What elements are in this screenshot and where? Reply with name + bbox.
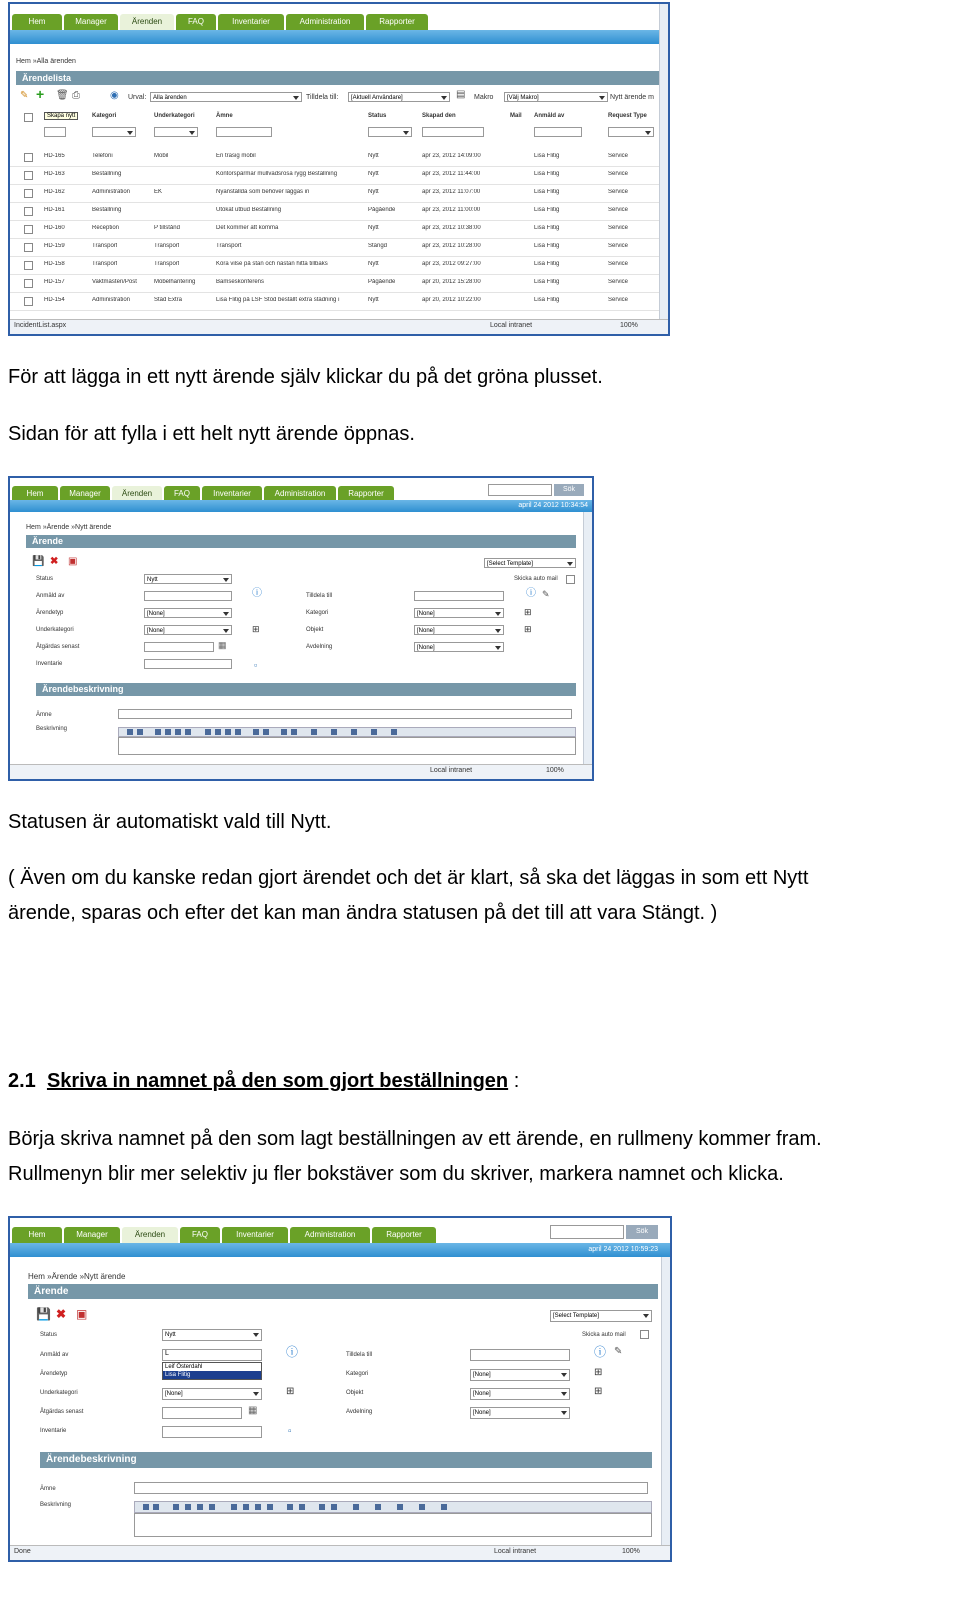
add-underkategori-icon[interactable]: ⊞ <box>252 624 260 634</box>
inventarie-input[interactable] <box>162 1426 262 1438</box>
new-incident-screenshot <box>8 476 594 781</box>
cell-skapad: apr 20, 2012 10:22:00 <box>422 297 481 303</box>
printer-icon[interactable]: ⎙ <box>72 90 80 101</box>
label-anmald-av: Anmäld av <box>36 593 65 599</box>
column-headers <box>10 109 660 139</box>
cell-skapad: apr 23, 2012 11:44:00 <box>422 171 481 177</box>
row-checkbox[interactable] <box>24 261 33 270</box>
cell-skapad: apr 23, 2012 11:07:00 <box>422 189 481 195</box>
status-select[interactable]: Nytt <box>144 574 232 584</box>
urval-label: Urval: <box>128 94 147 101</box>
filter-skapad[interactable] <box>422 127 484 137</box>
tab-inventarier[interactable]: Inventarier <box>202 486 262 500</box>
filter-icon[interactable]: ◉ <box>110 90 119 101</box>
save-icon[interactable]: 💾 <box>32 556 45 567</box>
label-status: Status <box>36 576 54 582</box>
cell-request-type: Service <box>608 171 629 177</box>
user-lookup-icon[interactable]: ⓘ <box>286 1345 299 1359</box>
col-mail[interactable]: Mail <box>510 113 522 119</box>
cell-skapad: apr 23, 2012 14:09:00 <box>422 153 481 159</box>
table-row[interactable] <box>10 220 660 239</box>
zone-label: Local intranet <box>490 322 533 329</box>
add-objekt-icon[interactable]: ⊞ <box>594 1386 603 1397</box>
label-beskrivning: Beskrivning <box>36 726 68 732</box>
zone-label: Local intranet <box>494 1548 537 1555</box>
label-arendetyp: Ärendetyp <box>36 610 64 616</box>
arendetyp-select[interactable]: [None] <box>144 608 232 618</box>
cell-id[interactable]: HD-160 <box>44 225 65 231</box>
tab-arenden[interactable]: Ärenden <box>112 486 162 500</box>
instruction-line-1: Börja skriva namnet på den som lagt beställningen av ett ärende, en rullmeny kommer fram. <box>8 1128 822 1150</box>
col-status[interactable]: Status <box>368 113 387 119</box>
cell-anmald: Lisa Flitig <box>534 153 560 159</box>
tab-faq[interactable]: FAQ <box>164 486 200 500</box>
cell-underkategori: Möbelhantering <box>154 279 196 285</box>
label-tilldela: Tilldela till <box>346 1352 373 1358</box>
tilldela-input[interactable] <box>414 591 504 601</box>
cell-anmald: Lisa Flitig <box>534 207 560 213</box>
add-underkategori-icon[interactable]: ⊞ <box>286 1386 295 1397</box>
add-kategori-icon[interactable]: ⊞ <box>594 1367 603 1378</box>
col-anmald[interactable]: Anmäld av <box>534 113 565 119</box>
description-title: Ärendebeskrivning <box>36 683 576 696</box>
label-avdelning: Avdelning <box>306 644 333 650</box>
calendar-icon[interactable]: ▦ <box>248 1405 258 1416</box>
cell-amne: Utökat utbud Beställning <box>216 207 282 213</box>
beskrivning-editor[interactable] <box>134 1513 652 1537</box>
tab-hem[interactable]: Hem <box>12 14 62 30</box>
select-all-checkbox[interactable] <box>24 113 33 122</box>
underkategori-select[interactable]: [None] <box>144 625 232 635</box>
cell-kategori: Transport <box>92 243 118 249</box>
cell-request-type: Service <box>608 297 629 303</box>
status-note: Statusen är automatiskt vald till Nytt. <box>8 811 332 833</box>
cell-anmald: Lisa Flitig <box>534 225 560 231</box>
label-amne: Ämne <box>40 1486 56 1492</box>
avdelning-select[interactable]: [None] <box>414 642 504 652</box>
autocomplete-screenshot <box>8 1216 672 1562</box>
urval-select[interactable]: Alla ärenden <box>150 92 302 102</box>
search-input[interactable] <box>550 1225 624 1239</box>
amne-input[interactable] <box>134 1482 648 1494</box>
cell-skapad: apr 20, 2012 15:28:00 <box>422 279 481 285</box>
tab-arenden[interactable]: Ärenden <box>122 1227 178 1243</box>
status-url: IncidentList.aspx <box>14 322 67 329</box>
suggestion-item-selected[interactable]: Lisa Flitig <box>163 1371 261 1379</box>
row-checkbox[interactable] <box>24 207 33 216</box>
cell-skapad: apr 23, 2012 10:28:00 <box>422 243 481 249</box>
atgardas-input[interactable] <box>144 642 214 652</box>
table-row[interactable] <box>10 238 660 257</box>
cell-kategori: Reception <box>92 225 120 231</box>
search-input[interactable] <box>488 484 552 496</box>
cell-underkategori: EK <box>154 189 163 195</box>
instruction-text-1: För att lägga in ett nytt ärende själv klickar du på det gröna plusset. <box>8 366 603 388</box>
header-band <box>10 1243 670 1257</box>
save-close-icon[interactable]: ▣ <box>76 1307 88 1321</box>
cell-id[interactable]: HD-165 <box>44 153 65 159</box>
table-row[interactable] <box>10 256 660 275</box>
table-row[interactable] <box>10 166 660 185</box>
cell-request-type: Service <box>608 261 629 267</box>
cell-underkategori: Transport <box>154 243 180 249</box>
description-title: Ärendebeskrivning <box>40 1452 652 1468</box>
row-checkbox[interactable] <box>24 153 33 162</box>
section-heading <box>8 1070 519 1093</box>
cell-id[interactable]: HD-163 <box>44 171 65 177</box>
cell-status: Nytt <box>368 225 379 231</box>
cell-anmald: Lisa Flitig <box>534 243 560 249</box>
vertical-scrollbar[interactable] <box>583 512 592 765</box>
instruction-text-2: Sidan för att fylla i ett helt nytt ärende öppnas. <box>8 423 415 445</box>
cell-amne: Det kommer att komma <box>216 225 279 231</box>
cell-anmald: Lisa Flitig <box>534 171 560 177</box>
section-title: Ärendelista <box>16 71 664 85</box>
cell-status: Nytt <box>368 297 379 303</box>
tab-hem[interactable]: Hem <box>12 486 58 500</box>
cell-anmald: Lisa Flitig <box>534 297 560 303</box>
row-checkbox[interactable] <box>24 297 33 306</box>
tab-faq[interactable]: FAQ <box>176 14 216 30</box>
add-objekt-icon[interactable]: ⊞ <box>524 624 532 634</box>
cell-kategori: Transport <box>92 261 118 267</box>
tab-rapporter[interactable]: Rapporter <box>366 14 428 30</box>
objekt-select[interactable]: [None] <box>414 625 504 635</box>
cell-kategori: Administration <box>92 297 131 303</box>
cell-status: Stängd <box>368 243 388 249</box>
macro-icon[interactable]: ▤ <box>456 89 466 100</box>
cell-amne: Lisa Flitig på LSF Stöd beställt extra städning i <box>216 297 340 303</box>
row-checkbox[interactable] <box>24 171 33 180</box>
label-inventarie: Inventarie <box>36 661 63 667</box>
row-checkbox[interactable] <box>24 243 33 252</box>
filter-kategori[interactable] <box>92 127 136 137</box>
cell-id[interactable]: HD-161 <box>44 207 65 213</box>
label-atgardas: Åtgärdas senast <box>36 644 80 650</box>
section-colon: : <box>513 1070 520 1092</box>
add-kategori-icon[interactable]: ⊞ <box>524 607 532 617</box>
auto-mail-checkbox[interactable] <box>566 575 575 584</box>
makro-label: Makro <box>474 94 494 101</box>
filter-id[interactable] <box>44 127 66 137</box>
calendar-icon[interactable]: ▦ <box>218 640 227 650</box>
section-title: Skriva in namnet på den som gjort beställningen <box>46 1070 509 1092</box>
label-avdelning: Avdelning <box>346 1409 373 1415</box>
cell-amne: Transport <box>216 243 242 249</box>
cell-kategori: Telefoni <box>92 153 113 159</box>
note-line-1: ( Även om du kanske redan gjort ärendet och det är klart, så ska det läggas in som ett Nytt <box>8 867 809 889</box>
status-select[interactable]: Nytt <box>162 1329 262 1341</box>
vertical-scrollbar[interactable] <box>661 1257 670 1546</box>
tab-manager[interactable]: Manager <box>64 14 118 30</box>
label-atgardas: Åtgärdas senast <box>40 1409 84 1415</box>
save-icon[interactable]: 💾 <box>36 1307 51 1321</box>
table-row[interactable] <box>10 202 660 221</box>
cell-status: Nytt <box>368 189 379 195</box>
status-bar <box>10 764 592 779</box>
cell-underkategori: Transport <box>154 261 180 267</box>
tilldela-select[interactable]: [Aktuell Användare] <box>348 92 450 102</box>
cell-request-type: Service <box>608 225 629 231</box>
breadcrumb: Hem »Alla ärenden <box>16 58 76 65</box>
label-amne: Ämne <box>36 712 52 718</box>
cell-request-type: Service <box>608 189 629 195</box>
tilldela-lookup-icon[interactable]: ⓘ <box>594 1345 607 1359</box>
editor-toolbar[interactable] <box>118 727 576 737</box>
search-button[interactable]: Sök <box>554 484 584 496</box>
label-status: Status <box>40 1332 58 1338</box>
pencil-icon[interactable]: ✎ <box>20 90 29 101</box>
label-objekt: Objekt <box>346 1390 364 1396</box>
cell-request-type: Service <box>608 243 629 249</box>
cell-id[interactable]: HD-162 <box>44 189 65 195</box>
auto-mail-label: Skicka auto mail <box>514 576 558 582</box>
tilldela-edit-icon[interactable]: ✎ <box>542 589 550 599</box>
auto-mail-label: Skicka auto mail <box>582 1332 626 1338</box>
tab-inventarier[interactable]: Inventarier <box>222 1227 288 1243</box>
label-arendetyp: Ärendetyp <box>40 1371 68 1377</box>
tab-administration[interactable]: Administration <box>264 486 336 500</box>
zoom-level[interactable]: 100% <box>622 1548 640 1555</box>
cell-id[interactable]: HD-159 <box>44 243 65 249</box>
amne-input[interactable] <box>118 709 572 719</box>
atgardas-input[interactable] <box>162 1407 242 1419</box>
cell-kategori: Beställning <box>92 171 122 177</box>
cell-status: Pågående <box>368 279 396 285</box>
label-kategori: Kategori <box>306 610 329 616</box>
cell-underkategori: P tillstånd <box>154 225 180 231</box>
cell-anmald: Lisa Flitig <box>534 261 560 267</box>
save-close-icon[interactable]: ▣ <box>68 556 78 567</box>
tab-inventarier[interactable]: Inventarier <box>218 14 284 30</box>
tab-rapporter[interactable]: Rapporter <box>338 486 394 500</box>
auto-mail-checkbox[interactable] <box>640 1330 649 1339</box>
tilldela-lookup-icon[interactable]: ⓘ <box>526 588 536 599</box>
table-row[interactable] <box>10 148 660 167</box>
cell-request-type: Service <box>608 279 629 285</box>
template-select[interactable]: [Select Template] <box>550 1310 652 1322</box>
tooltip-skapa-nytt: Skapa nytt <box>44 112 78 120</box>
cell-skapad: apr 23, 2012 09:27:00 <box>422 261 481 267</box>
filter-status[interactable] <box>368 127 412 137</box>
status-bar <box>10 1545 670 1560</box>
label-anmald-av: Anmäld av <box>40 1352 69 1358</box>
avdelning-select[interactable]: [None] <box>470 1407 570 1419</box>
cell-status: Nytt <box>368 153 379 159</box>
objekt-select[interactable]: [None] <box>470 1388 570 1400</box>
tab-administration[interactable]: Administration <box>290 1227 370 1243</box>
row-checkbox[interactable] <box>24 189 33 198</box>
user-lookup-icon[interactable]: ⓘ <box>252 588 262 599</box>
cell-status: Nytt <box>368 171 379 177</box>
table-row[interactable] <box>10 274 660 293</box>
cell-kategori: Beställning <box>92 207 122 213</box>
cell-skapad: apr 23, 2012 10:38:00 <box>422 225 481 231</box>
zone-label: Local intranet <box>430 767 473 774</box>
label-beskrivning: Beskrivning <box>40 1502 72 1508</box>
cell-request-type: Service <box>608 153 629 159</box>
suggestion-item[interactable]: Leif Österdahl <box>165 1364 203 1370</box>
zoom-level[interactable]: 100% <box>546 767 564 774</box>
inventarie-input[interactable] <box>144 659 232 669</box>
col-kategori[interactable]: Kategori <box>92 113 117 119</box>
note-line-2: ärende, sparas och efter det kan man ändra statusen på det till att vara Stängt. ) <box>8 902 718 924</box>
label-objekt: Objekt <box>306 627 324 633</box>
cell-kategori: Administration <box>92 189 131 195</box>
row-checkbox[interactable] <box>24 279 33 288</box>
tab-administration[interactable]: Administration <box>286 14 364 30</box>
incident-table <box>10 148 660 312</box>
filter-underkategori[interactable] <box>154 127 198 137</box>
cell-amne: Kontorspärmar mullvadsrosa rygg Beställning <box>216 171 338 177</box>
cell-id[interactable]: HD-157 <box>44 279 65 285</box>
cell-id[interactable]: HD-158 <box>44 261 65 267</box>
makro-select[interactable]: [Välj Makro] <box>504 92 608 102</box>
cell-amne: Nyanställda som behöver läggas in <box>216 189 310 195</box>
nav-tabs <box>10 14 668 30</box>
incident-list-screenshot <box>8 2 670 336</box>
label-tilldela: Tilldela till <box>306 593 333 599</box>
filter-amne[interactable] <box>216 127 272 137</box>
beskrivning-editor[interactable] <box>118 737 576 755</box>
search-button[interactable]: Sök <box>626 1225 658 1239</box>
cell-amne: Köra vilse på stan och nästan hitta tillbaks <box>216 261 328 267</box>
cell-status: Nytt <box>368 261 379 267</box>
cell-amne: Bamseskonferens <box>216 279 265 285</box>
inventarie-lookup-icon[interactable]: ▫ <box>288 1426 292 1437</box>
cell-underkategori: Mobil <box>154 153 169 159</box>
breadcrumb: Hem »Ärende »Nytt ärende <box>28 1272 126 1281</box>
template-select[interactable]: [Select Template] <box>484 558 576 568</box>
cancel-x-icon[interactable]: ✖ <box>50 556 59 567</box>
header-band <box>10 500 592 512</box>
date-label: april 24 2012 10:34:54 <box>518 502 588 509</box>
col-request-type[interactable]: Request Type <box>608 113 647 119</box>
tab-manager[interactable]: Manager <box>60 486 110 500</box>
tab-manager[interactable]: Manager <box>64 1227 120 1243</box>
cell-id[interactable]: HD-154 <box>44 297 65 303</box>
autocomplete-list[interactable] <box>162 1362 262 1380</box>
table-row[interactable] <box>10 184 660 203</box>
label-inventarie: Inventarie <box>40 1428 67 1434</box>
kategori-select[interactable]: [None] <box>414 608 504 618</box>
tilldela-input[interactable] <box>470 1349 570 1361</box>
filter-request-type[interactable] <box>608 127 654 137</box>
tab-arenden[interactable]: Ärenden <box>120 14 174 30</box>
tab-rapporter[interactable]: Rapporter <box>372 1227 436 1243</box>
instruction-line-2: Rullmenyn blir mer selektiv ju fler bokstäver som du skriver, markera namnet och klicka. <box>8 1163 784 1185</box>
zoom-level[interactable]: 100% <box>620 322 638 329</box>
breadcrumb: Hem »Ärende »Nytt ärende <box>26 524 112 531</box>
cell-underkategori: Städ Extra <box>154 297 183 303</box>
cell-amne: En trasig mobil <box>216 153 256 159</box>
nytt-arende-label[interactable]: Nytt ärende m <box>610 94 654 101</box>
table-row[interactable] <box>10 292 660 311</box>
tilldela-edit-icon[interactable]: ✎ <box>614 1346 623 1357</box>
status-done: Done <box>14 1548 31 1555</box>
anmald-av-input[interactable] <box>144 591 232 601</box>
col-amne[interactable]: Ämne <box>216 113 233 119</box>
section-title: Ärende <box>26 535 576 548</box>
vertical-scrollbar[interactable] <box>659 4 668 320</box>
section-title: Ärende <box>28 1284 658 1299</box>
cell-anmald: Lisa Flitig <box>534 189 560 195</box>
kategori-select[interactable]: [None] <box>470 1369 570 1381</box>
cell-skapad: apr 23, 2012 11:00:00 <box>422 207 481 213</box>
label-kategori: Kategori <box>346 1371 369 1377</box>
cell-kategori: Vaktmästeri/Post <box>92 279 137 285</box>
status-bar <box>10 319 668 334</box>
header-band <box>10 30 668 44</box>
editor-toolbar[interactable] <box>134 1501 652 1513</box>
inventarie-lookup-icon[interactable]: ▫ <box>254 660 258 670</box>
tilldela-label: Tilldela till: <box>306 94 339 101</box>
cell-request-type: Service <box>608 207 629 213</box>
anmald-av-input[interactable]: L <box>162 1349 262 1361</box>
underkategori-select[interactable]: [None] <box>162 1388 262 1400</box>
date-label: april 24 2012 10:59:23 <box>588 1246 658 1253</box>
col-underkategori[interactable]: Underkategori <box>154 113 195 119</box>
tab-faq[interactable]: FAQ <box>180 1227 220 1243</box>
cancel-x-icon[interactable]: ✖ <box>56 1307 67 1321</box>
label-underkategori: Underkategori <box>36 627 74 633</box>
label-underkategori: Underkategori <box>40 1390 78 1396</box>
filter-anmald[interactable] <box>534 127 582 137</box>
section-number: 2.1 <box>8 1070 36 1092</box>
green-plus-icon[interactable]: + <box>36 86 45 102</box>
cell-anmald: Lisa Flitig <box>534 279 560 285</box>
cell-status: Pågående <box>368 207 396 213</box>
row-checkbox[interactable] <box>24 225 33 234</box>
col-skapad[interactable]: Skapad den <box>422 113 456 119</box>
tab-hem[interactable]: Hem <box>12 1227 62 1243</box>
trash-icon[interactable]: 🗑 <box>56 90 69 101</box>
